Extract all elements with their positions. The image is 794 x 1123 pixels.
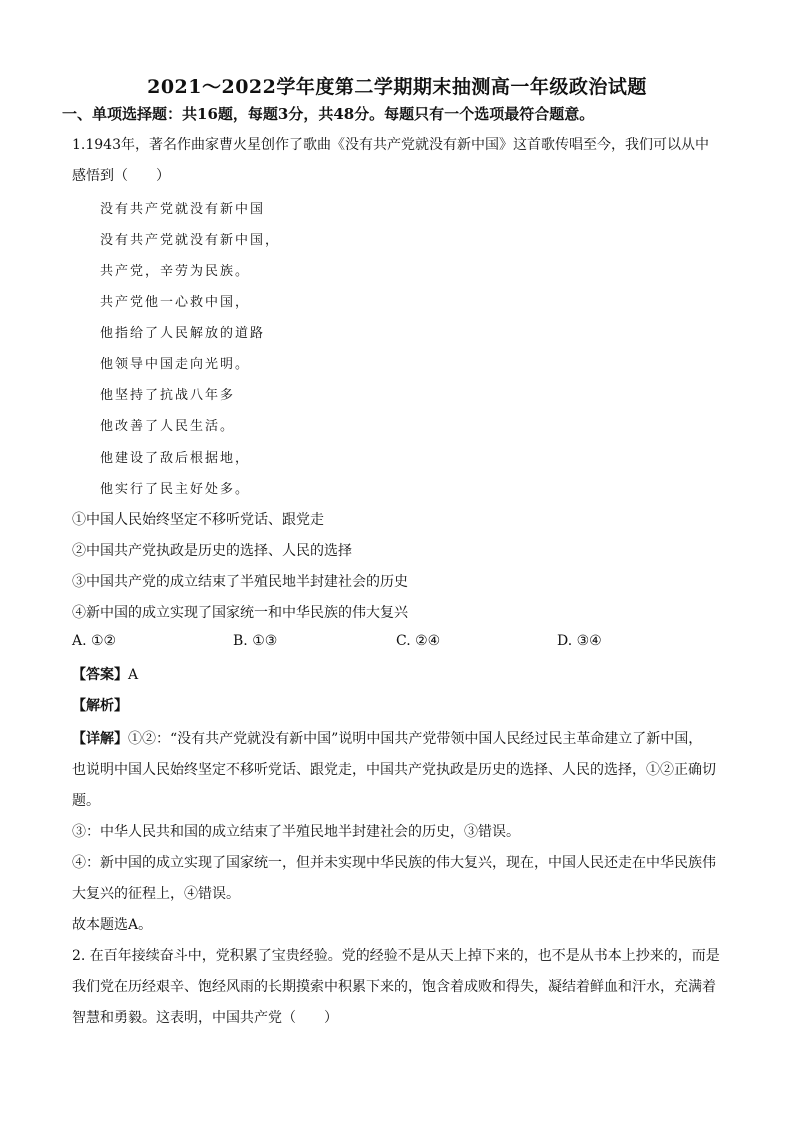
detail-text: ①②：“没有共产党就没有新中国”说明中国共产党带领中国人民经过民主革命建立了新中国，	[128, 731, 703, 747]
q1-detail-line6: 大复兴的征程上，④错误。	[72, 886, 240, 902]
q1-poem-line: 他指给了人民解放的道路	[100, 326, 266, 341]
section-heading: 一、单项选择题：共16题，每题3分，共48分。每题只有一个选项最符合题意。	[62, 105, 595, 123]
q1-option-c: C. ②④	[396, 633, 441, 649]
q1-conclusion: 故本题选A。	[72, 917, 153, 933]
analysis-tag: 【解析】	[72, 698, 128, 714]
q1-option-d: D. ③④	[557, 633, 602, 649]
q1-statement-2: ②中国共产党执政是历史的选择、人民的选择	[72, 543, 352, 559]
q1-poem-line: 他领导中国走向光明。	[100, 357, 251, 372]
q1-answer	[72, 664, 138, 684]
detail-tag: 【详解】	[72, 731, 128, 747]
q1-poem-line: 没有共产党就没有新中国，	[100, 233, 281, 248]
q2-stem-line1: 2. 在百年接续奋斗中，党积累了宝贵经验。党的经验不是从天上掉下来的，也不是从书本上抄来的，而是	[72, 948, 720, 964]
q1-statement-1: ①中国人民始终坚定不移听党话、跟党走	[72, 512, 324, 528]
q1-poem-line: 他改善了人民生活。	[100, 419, 236, 434]
page-title: 2021～2022学年度第二学期期末抽测高一年级政治试题	[147, 76, 647, 98]
q2-stem-line2: 我们党在历经艰辛、饱经风雨的长期摸索中积累下来的，饱含着成败和得失，凝结着鲜血和汗水，充满着	[72, 979, 716, 995]
q1-detail-line5: ④：新中国的成立实现了国家统一，但并未实现中华民族的伟大复兴，现在，中国人民还走在中华民族伟	[72, 855, 716, 871]
q1-poem-line: 共产党，辛劳为民族。	[100, 264, 251, 279]
q1-stem-line1: 1.1943年，著名作曲家曹火星创作了歌曲《没有共产党就没有新中国》这首歌传唱至今，我们可以从中	[72, 137, 709, 153]
q1-option-b: B. ①③	[233, 633, 278, 649]
q1-statement-3: ③中国共产党的成立结束了半殖民地半封建社会的历史	[72, 574, 408, 590]
q1-poem-line: 他坚持了抗战八年多	[100, 388, 236, 403]
q1-stem-line2: 感悟到（ ）	[72, 168, 170, 184]
q1-option-a: A. ①②	[72, 633, 117, 649]
q1-detail-line1	[72, 728, 702, 748]
q1-poem-line: 共产党他一心救中国，	[100, 295, 251, 310]
q1-statement-4: ④新中国的成立实现了国家统一和中华民族的伟大复兴	[72, 605, 408, 621]
answer-value: A	[128, 667, 139, 683]
answer-tag: 【答案】	[72, 667, 128, 683]
q1-analysis-tag	[72, 695, 128, 715]
q1-detail-line3: 题。	[72, 793, 100, 809]
q1-poem-line: 他建设了敌后根据地，	[100, 451, 251, 466]
q1-poem-line: 没有共产党就没有新中国	[100, 202, 266, 217]
q1-detail-line4: ③：中华人民共和国的成立结束了半殖民地半封建社会的历史，③错误。	[72, 824, 520, 840]
q1-detail-line2: 也说明中国人民始终坚定不移听党话、跟党走，中国共产党执政是历史的选择、人民的选择，①②正确切	[72, 762, 716, 778]
q1-poem-line: 他实行了民主好处多。	[100, 482, 251, 497]
q2-stem-line3: 智慧和勇毅。这表明，中国共产党（ ）	[72, 1010, 338, 1026]
